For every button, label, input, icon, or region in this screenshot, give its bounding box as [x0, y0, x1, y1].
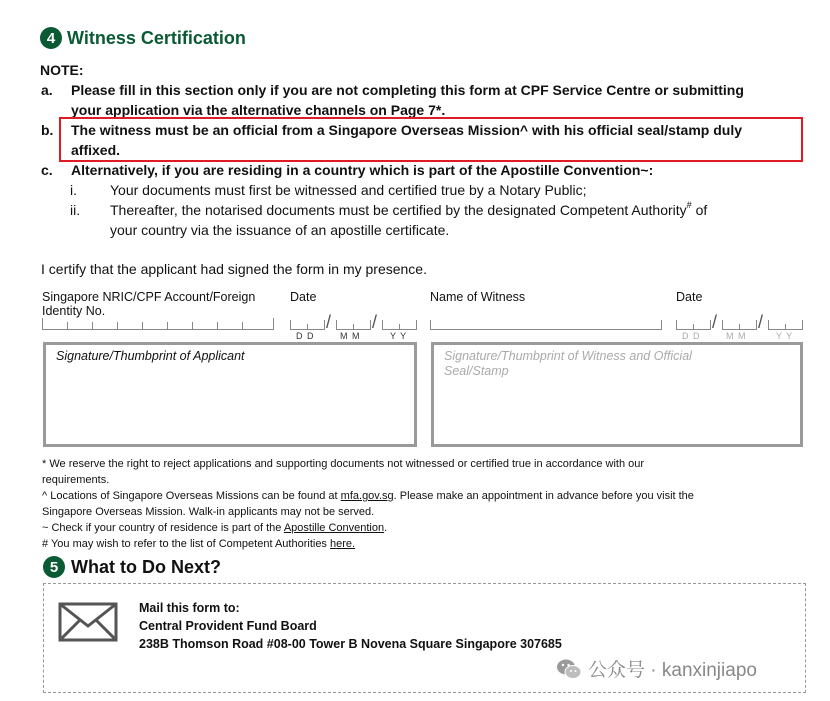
month-hint: M M [726, 331, 747, 341]
nric-input[interactable] [42, 316, 274, 330]
mail-instruction: Mail this form to: [139, 601, 240, 615]
item-letter: a. [41, 82, 53, 98]
section-title: What to Do Next? [71, 556, 221, 577]
subitem-text-line: your country via the issuance of an apostille certificate. [110, 222, 450, 238]
subitem-ii [70, 200, 800, 240]
note-label: NOTE: [40, 62, 84, 78]
watermark [556, 655, 757, 682]
year-hint: Y Y [776, 331, 794, 341]
apostille-link[interactable]: Apostille Convention [283, 522, 385, 534]
section-title: Witness Certification [67, 27, 246, 48]
subitem-text-line: Thereafter, the notarised documents must be certified by the designated Competent Authority# of [110, 200, 708, 218]
note-item-a [41, 80, 801, 120]
watermark-text: 公众号 · kanxinjiapo [588, 660, 757, 681]
item-letter: b. [41, 122, 54, 138]
item-text-line: Alternatively, if you are residing in a country which is part of the Apostille Convention~: [71, 162, 654, 178]
note-item-b [41, 120, 801, 160]
certify-statement: I certify that the applicant had signed the form in my presence. [41, 261, 427, 277]
year-hint: Y Y [390, 331, 408, 341]
section-5-header [43, 556, 221, 578]
witness-signature-caption: Signature/Thumbprint of Witness and Official Seal/Stamp [444, 349, 692, 378]
section-number-badge: 4 [40, 27, 62, 49]
nric-label: Singapore NRIC/CPF Account/Foreign Identity No. [42, 290, 256, 318]
footnote-tilde: ~ Check if your country of residence is part of the Apostille Convention. [42, 522, 388, 534]
envelope-icon [58, 602, 118, 647]
date2-label: Date [676, 290, 703, 304]
subitem-i [70, 180, 800, 200]
month-hint: M M [340, 331, 361, 341]
applicant-signature-box[interactable] [43, 342, 417, 447]
section-4-header [40, 27, 246, 49]
subitem-numeral: ii. [70, 202, 81, 218]
date-label: Date [290, 290, 317, 304]
footnote-star: * We reserve the right to reject applications and supporting documents not witnessed or certified true in accordance with our requirements. [42, 458, 645, 486]
subitem-text: Your documents must first be witnessed and certified true by a Notary Public; [110, 182, 587, 198]
mfa-link[interactable]: mfa.gov.sg [340, 490, 394, 502]
note-item-c [41, 160, 801, 180]
subitem-numeral: i. [70, 182, 77, 198]
day-hint: D D [682, 331, 701, 341]
footnote-caret: ^ Locations of Singapore Overseas Missions can be found at mfa.gov.sg. Please make an appointment in advance before you visit the Singapore Overseas Mission. Walk-in applicants may not be served. [42, 490, 694, 518]
witness-signature-box[interactable] [431, 342, 803, 447]
item-text-line: affixed. [71, 142, 121, 158]
witness-name-input[interactable] [430, 318, 662, 330]
item-text-line: The witness must be an official from a Singapore Overseas Mission^ with his official seal/stamp duly [71, 122, 743, 138]
section-number-badge: 5 [43, 556, 65, 578]
footnote-hash: # You may wish to refer to the list of Competent Authorities here. [42, 538, 356, 550]
wechat-icon [556, 657, 582, 681]
mail-recipient: Central Provident Fund Board [139, 619, 317, 633]
item-letter: c. [41, 162, 53, 178]
date2-input[interactable]: / / D D M M Y Y [676, 312, 806, 342]
date-input[interactable]: / / D D M M Y Y [290, 312, 420, 342]
witness-name-label: Name of Witness [430, 290, 526, 304]
day-hint: D D [296, 331, 315, 341]
competent-authorities-link[interactable]: here. [330, 538, 356, 550]
item-text-line: your application via the alternative channels on Page 7*. [71, 102, 446, 118]
item-text-line: Please fill in this section only if you are not completing this form at CPF Service Centre or submitting [71, 82, 744, 98]
mail-address [139, 599, 562, 653]
applicant-signature-caption: Signature/Thumbprint of Applicant [56, 349, 245, 363]
mail-street: 238B Thomson Road #08-00 Tower B Novena Square Singapore 307685 [139, 637, 562, 651]
